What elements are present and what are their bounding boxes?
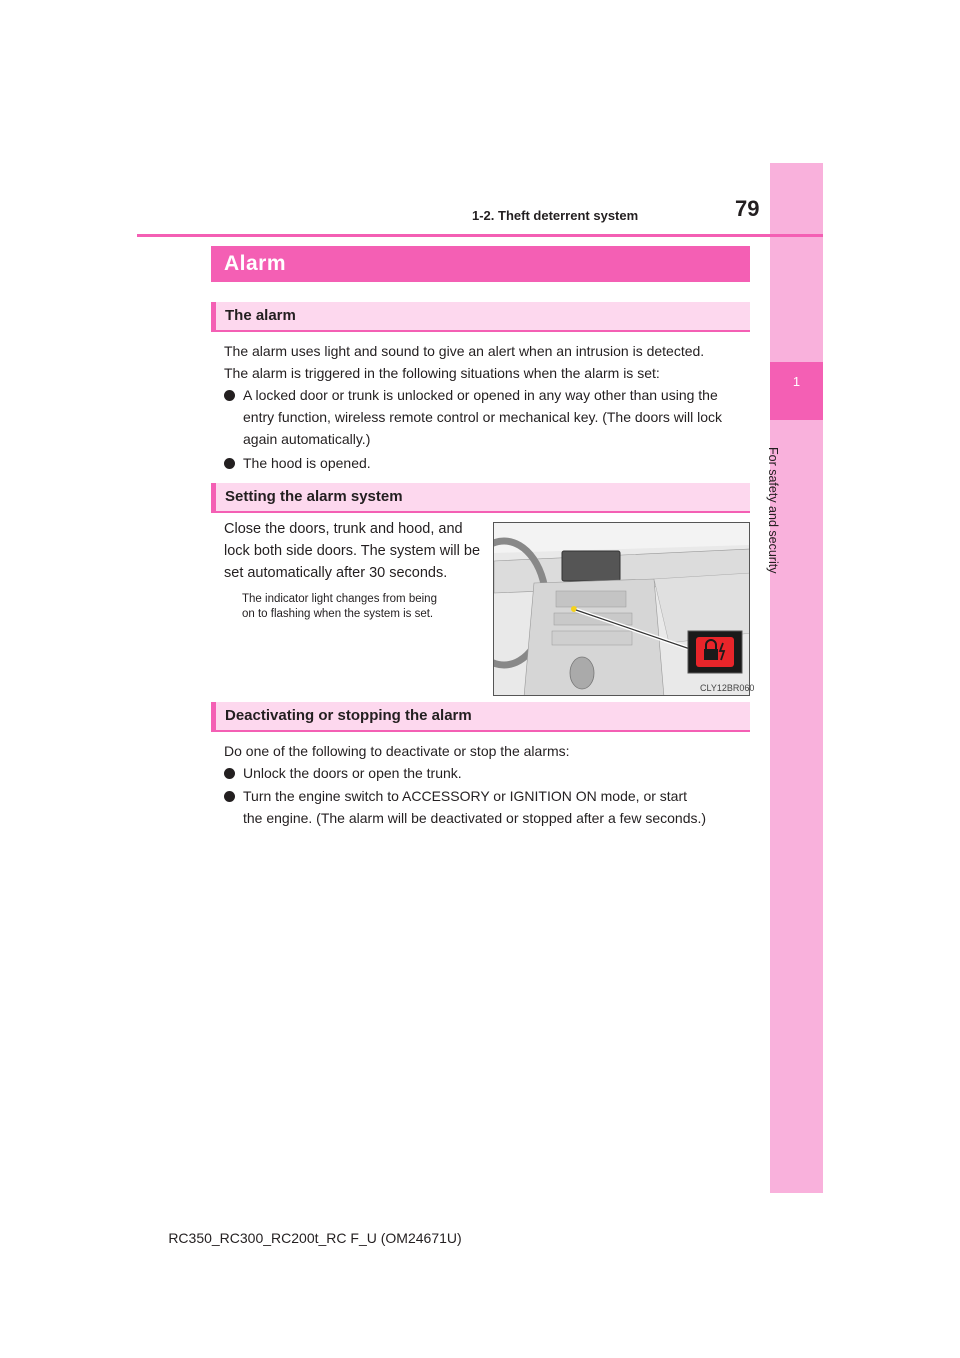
subheading-the-alarm bbox=[211, 302, 750, 332]
main-title: Alarm bbox=[224, 252, 287, 275]
list-item-text: entry function, wireless remote control or mechanical key. (The doors will lock bbox=[243, 409, 723, 425]
bullet-dot bbox=[224, 458, 235, 469]
note-text: The indicator light changes from being bbox=[242, 593, 437, 605]
list-item-text: Unlock the doors or open the trunk. bbox=[243, 765, 462, 781]
page-number: 79 bbox=[735, 196, 760, 221]
subheading-text: The alarm bbox=[225, 307, 296, 324]
bullet-dot bbox=[224, 768, 235, 779]
chapter-number: 1 bbox=[792, 374, 801, 389]
footer-model-code: RC350_RC300_RC200t_RC F_U (OM24671U) bbox=[168, 1230, 462, 1246]
chapter-label-container bbox=[758, 430, 778, 630]
list-item bbox=[224, 452, 744, 474]
list-item-text: A locked door or trunk is unlocked or opened in any way other than using the bbox=[243, 387, 718, 403]
list-item bbox=[224, 384, 754, 450]
chapter-number-tab[interactable] bbox=[770, 362, 823, 420]
dashboard-illustration bbox=[493, 522, 750, 696]
subheading-text: Deactivating or stopping the alarm bbox=[225, 707, 472, 724]
subheading-deactivating bbox=[211, 702, 750, 732]
paragraph: Do one of the following to deactivate or stop the alarms: bbox=[224, 743, 570, 759]
paragraph: set automatically after 30 seconds. bbox=[224, 565, 448, 581]
list-item-text: The hood is opened. bbox=[243, 455, 371, 471]
chapter-label: For safety and security bbox=[766, 447, 780, 574]
paragraph: The alarm is triggered in the following situations when the alarm is set: bbox=[224, 365, 660, 381]
subheading-setting-alarm bbox=[211, 483, 750, 513]
paragraph: Close the doors, trunk and hood, and bbox=[224, 521, 463, 537]
section-title: 1-2. Theft deterrent system bbox=[472, 208, 639, 223]
subheading-text: Setting the alarm system bbox=[225, 488, 403, 505]
chapter-side-tab bbox=[770, 163, 823, 1193]
paragraph: lock both side doors. The system will be bbox=[224, 543, 481, 559]
dashboard-drawing bbox=[494, 523, 750, 696]
header-divider bbox=[137, 234, 823, 237]
paragraph: The alarm uses light and sound to give an alert when an intrusion is detected. bbox=[224, 343, 705, 359]
main-title-banner bbox=[211, 246, 750, 282]
list-item-text: again automatically.) bbox=[243, 431, 371, 447]
list-item-text: Turn the engine switch to ACCESSORY or IGNITION ON mode, or start bbox=[243, 788, 688, 804]
list-item-text: the engine. (The alarm will be deactivated or stopped after a few seconds.) bbox=[243, 810, 707, 826]
note-text: on to flashing when the system is set. bbox=[242, 608, 434, 620]
bullet-dot bbox=[224, 791, 235, 802]
figure-code: CLY12BR060 bbox=[700, 683, 755, 693]
bullet-dot bbox=[224, 390, 235, 401]
list-item bbox=[224, 762, 744, 784]
list-item bbox=[224, 785, 754, 829]
